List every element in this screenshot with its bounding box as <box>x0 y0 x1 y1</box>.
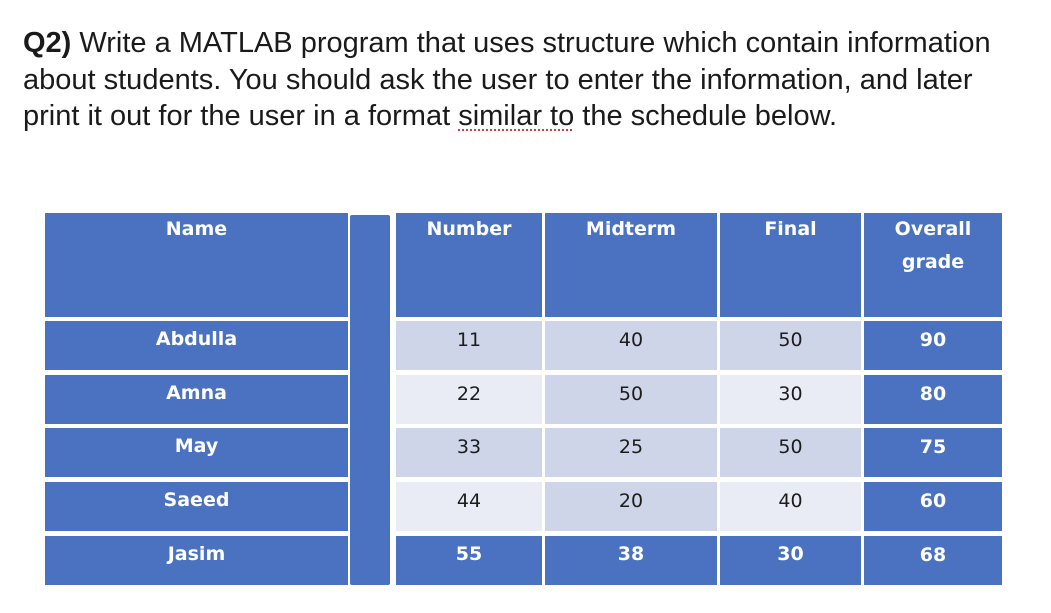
table-row-midterm: 25 <box>545 428 717 477</box>
column-divider-bar <box>350 215 390 585</box>
table-row-number: 33 <box>396 428 542 477</box>
table-row-number: 44 <box>396 482 542 531</box>
table-row-overall: 68 <box>864 536 1002 585</box>
table-row-name: Jasim <box>45 536 348 585</box>
table-row-overall: 80 <box>864 375 1002 424</box>
table-row-overall: 90 <box>864 321 1002 370</box>
table-row-final: 40 <box>720 482 861 531</box>
table-row-number: 22 <box>396 375 542 424</box>
table-row-final: 30 <box>720 375 861 424</box>
question-number: Q2) <box>23 27 72 59</box>
table-row-midterm: 38 <box>545 536 717 585</box>
question-text-part-2: the schedule below. <box>574 100 838 132</box>
table-row-overall: 60 <box>864 482 1002 531</box>
table-row-name: Abdulla <box>45 321 348 370</box>
header-final: Final <box>720 213 861 317</box>
table-row-overall: 75 <box>864 428 1002 477</box>
question-text-part-1: Write a MATLAB program that uses structure which contain information about students. You should ask the user to enter the information, and later print it out for the user in a format <box>23 27 991 132</box>
table-row-midterm: 40 <box>545 321 717 370</box>
header-overall-grade <box>864 213 1002 317</box>
header-midterm: Midterm <box>545 213 717 317</box>
table-row-midterm: 50 <box>545 375 717 424</box>
header-name: Name <box>45 213 348 317</box>
table-row-name: Saeed <box>45 482 348 531</box>
table-row-midterm: 20 <box>545 482 717 531</box>
table-row-number: 11 <box>396 321 542 370</box>
flagged-phrase[interactable]: similar to <box>458 100 575 132</box>
table-row-final: 50 <box>720 321 861 370</box>
table-row-final: 30 <box>720 536 861 585</box>
table-row-final: 50 <box>720 428 861 477</box>
table-row-name: May <box>45 428 348 477</box>
table-row-number: 55 <box>396 536 542 585</box>
header-number: Number <box>396 213 542 317</box>
question-text <box>23 25 1033 135</box>
header-overall-grade-label: Overall grade <box>894 218 972 273</box>
table-row-name: Amna <box>45 375 348 424</box>
